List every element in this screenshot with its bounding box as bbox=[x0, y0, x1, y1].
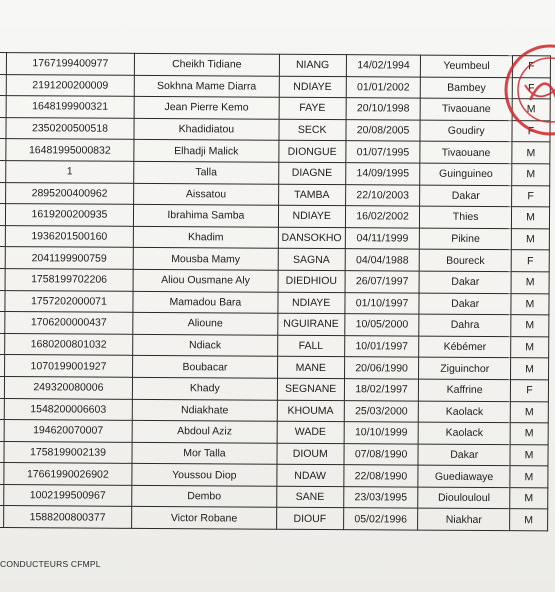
birth-date-cell: 04/04/1988 bbox=[345, 249, 420, 271]
sex-cell: M bbox=[512, 164, 550, 186]
first-name-cell: Ibrahima Samba bbox=[134, 205, 279, 227]
sex-cell: M bbox=[512, 142, 550, 164]
table-row bbox=[0, 506, 548, 531]
sex-cell: F bbox=[512, 77, 550, 99]
birth-place-cell: Thies bbox=[420, 206, 512, 228]
id-cell: 2191200200009 bbox=[6, 74, 135, 96]
birth-place-cell: Niakhar bbox=[418, 509, 510, 531]
first-name-cell: Victor Robane bbox=[132, 507, 277, 529]
birth-place-cell: Dakar bbox=[420, 185, 512, 207]
sex-cell: F bbox=[512, 56, 550, 78]
sex-cell: F bbox=[512, 120, 550, 142]
id-cell: 249320080006 bbox=[4, 376, 133, 398]
id-cell: 1648199900321 bbox=[6, 96, 135, 118]
birth-place-cell: Ziguinchor bbox=[419, 357, 511, 379]
birth-place-cell: Dioulouloul bbox=[418, 487, 510, 509]
last-name-cell: NDIAYE bbox=[278, 292, 345, 314]
first-name-cell: Jean Pierre Kemo bbox=[134, 97, 279, 119]
birth-date-cell: 20/06/1990 bbox=[344, 357, 419, 379]
sex-cell: M bbox=[510, 358, 548, 380]
first-name-cell: Mor Talla bbox=[132, 442, 277, 464]
sex-cell: M bbox=[510, 509, 548, 531]
birth-date-cell: 10/10/1999 bbox=[344, 422, 419, 444]
last-name-cell: NDIAYE bbox=[278, 205, 345, 227]
birth-date-cell: 07/08/1990 bbox=[344, 443, 419, 465]
first-name-cell: Talla bbox=[134, 161, 279, 183]
first-name-cell: Mamadou Bara bbox=[133, 291, 278, 313]
first-name-cell: Boubacar bbox=[133, 356, 278, 378]
birth-date-cell: 23/03/1995 bbox=[343, 487, 418, 509]
sex-cell: M bbox=[511, 336, 549, 358]
birth-date-cell: 10/05/2000 bbox=[345, 314, 420, 336]
last-name-cell: NGUIRANE bbox=[277, 313, 344, 335]
birth-place-cell: Dakar bbox=[419, 293, 511, 315]
sex-cell: M bbox=[511, 207, 549, 229]
sex-cell: M bbox=[510, 488, 548, 510]
id-cell: 16481995000832 bbox=[6, 139, 135, 161]
birth-place-cell: Kaffrine bbox=[419, 379, 511, 401]
birth-place-cell: Guinguineo bbox=[420, 163, 512, 185]
birth-date-cell: 01/10/1997 bbox=[345, 292, 420, 314]
last-name-cell: SAGNA bbox=[278, 249, 345, 271]
last-name-cell: MANE bbox=[277, 357, 344, 379]
birth-date-cell: 01/07/1995 bbox=[346, 141, 421, 163]
birth-date-cell: 22/08/1990 bbox=[344, 465, 419, 487]
birth-date-cell: 20/08/2005 bbox=[346, 119, 421, 141]
birth-date-cell: 25/03/2000 bbox=[344, 400, 419, 422]
last-name-cell: DIONGUE bbox=[278, 141, 345, 163]
birth-date-cell: 05/02/1996 bbox=[343, 508, 418, 530]
sex-cell: M bbox=[512, 99, 550, 121]
sex-cell: M bbox=[510, 423, 548, 445]
first-name-cell: Elhadji Malick bbox=[134, 140, 279, 162]
birth-place-cell: Tivaouane bbox=[420, 141, 512, 163]
birth-place-cell: Dakar bbox=[419, 271, 511, 293]
sex-cell: M bbox=[510, 466, 548, 488]
first-name-cell: Youssou Diop bbox=[132, 464, 277, 486]
birth-date-cell: 26/07/1997 bbox=[345, 271, 420, 293]
first-name-cell: Ndiakhate bbox=[132, 399, 277, 421]
last-name-cell: DIEDHIOU bbox=[278, 270, 345, 292]
birth-place-cell: Kébémer bbox=[419, 336, 511, 358]
id-cell: 1767199400977 bbox=[6, 53, 135, 75]
birth-place-cell: Boureck bbox=[420, 249, 512, 271]
id-cell: 2041199900759 bbox=[5, 247, 134, 269]
birth-date-cell: 14/02/1994 bbox=[346, 55, 421, 77]
last-name-cell: FALL bbox=[277, 335, 344, 357]
last-name-cell: SECK bbox=[279, 119, 346, 141]
id-cell: 1002199500967 bbox=[3, 484, 132, 506]
first-name-cell: Abdoul Aziz bbox=[132, 420, 277, 442]
first-name-cell: Dembo bbox=[132, 485, 277, 507]
birth-place-cell: Goudiry bbox=[420, 120, 512, 142]
first-name-cell: Sokhna Mame Diarra bbox=[134, 75, 279, 97]
sex-cell: M bbox=[510, 444, 548, 466]
last-name-cell: NIANG bbox=[279, 54, 346, 76]
last-name-cell: TAMBA bbox=[278, 184, 345, 206]
id-cell: 1 bbox=[5, 161, 134, 183]
sex-cell: M bbox=[511, 228, 549, 250]
birth-date-cell: 20/10/1998 bbox=[346, 98, 421, 120]
birth-place-cell: Kaolack bbox=[418, 422, 510, 444]
last-name-cell: SANE bbox=[276, 486, 343, 508]
footer-caption: CONDUCTEURS CFMPL bbox=[0, 559, 101, 569]
candidate-table-body bbox=[0, 53, 550, 531]
id-cell: 2895200400962 bbox=[5, 182, 134, 204]
birth-date-cell: 16/02/2002 bbox=[345, 206, 420, 228]
birth-date-cell: 04/11/1999 bbox=[345, 227, 420, 249]
last-name-cell: DIOUM bbox=[277, 443, 344, 465]
birth-place-cell: Dakar bbox=[418, 444, 510, 466]
last-name-cell: NDAW bbox=[277, 465, 344, 487]
id-cell: 1070199001927 bbox=[4, 355, 133, 377]
id-cell: 194620070007 bbox=[4, 420, 133, 442]
id-cell: 1758199002139 bbox=[4, 441, 133, 463]
birth-place-cell: Dahra bbox=[419, 314, 511, 336]
id-cell: 1619200200935 bbox=[5, 204, 134, 226]
id-cell: 1680200801032 bbox=[4, 333, 133, 355]
first-name-cell: Khadidiatou bbox=[134, 118, 279, 140]
last-name-cell: KHOUMA bbox=[277, 400, 344, 422]
sex-cell: F bbox=[512, 185, 550, 207]
birth-date-cell: 14/09/1995 bbox=[345, 163, 420, 185]
first-name-cell: Mousba Mamy bbox=[133, 248, 278, 270]
birth-date-cell: 10/01/1997 bbox=[344, 335, 419, 357]
last-name-cell: NDIAYE bbox=[279, 76, 346, 98]
last-name-cell: WADE bbox=[277, 421, 344, 443]
first-name-cell: Ndiack bbox=[133, 334, 278, 356]
sex-cell: M bbox=[511, 293, 549, 315]
first-name-cell: Aissatou bbox=[134, 183, 279, 205]
id-cell: 1548200006603 bbox=[4, 398, 133, 420]
id-cell: 1706200000437 bbox=[5, 312, 134, 334]
candidate-table bbox=[0, 52, 551, 531]
id-cell: 2350200500518 bbox=[6, 117, 135, 139]
last-name-cell: DANSOKHO bbox=[278, 227, 345, 249]
birth-place-cell: Bambey bbox=[421, 77, 513, 99]
birth-place-cell: Pikine bbox=[420, 228, 512, 250]
first-name-cell: Khady bbox=[133, 377, 278, 399]
first-name-cell: Cheikh Tidiane bbox=[135, 53, 280, 75]
id-cell: 1588200800377 bbox=[3, 506, 132, 528]
sex-cell: M bbox=[511, 315, 549, 337]
first-name-cell: Aliou Ousmane Aly bbox=[133, 269, 278, 291]
id-cell: 1758199702206 bbox=[5, 268, 134, 290]
birth-place-cell: Kaolack bbox=[419, 401, 511, 423]
birth-date-cell: 22/10/2003 bbox=[345, 184, 420, 206]
first-name-cell: Khadim bbox=[133, 226, 278, 248]
last-name-cell: DIAGNE bbox=[278, 162, 345, 184]
birth-place-cell: Guediawaye bbox=[418, 465, 510, 487]
birth-place-cell: Tivaouane bbox=[420, 98, 512, 120]
birth-place-cell: Yeumbeul bbox=[421, 55, 513, 77]
sex-cell: M bbox=[510, 401, 548, 423]
id-cell: 1936201500160 bbox=[5, 225, 134, 247]
last-name-cell: SEGNANE bbox=[277, 378, 344, 400]
last-name-cell: DIOUF bbox=[276, 508, 343, 530]
first-name-cell: Alioune bbox=[133, 312, 278, 334]
birth-date-cell: 01/01/2002 bbox=[346, 76, 421, 98]
birth-date-cell: 18/02/1997 bbox=[344, 379, 419, 401]
last-name-cell: FAYE bbox=[279, 97, 346, 119]
sex-cell: F bbox=[510, 380, 548, 402]
id-cell: 1757202000071 bbox=[5, 290, 134, 312]
sex-cell: F bbox=[511, 250, 549, 272]
sex-cell: M bbox=[511, 272, 549, 294]
id-cell: 17661990026902 bbox=[4, 463, 133, 485]
